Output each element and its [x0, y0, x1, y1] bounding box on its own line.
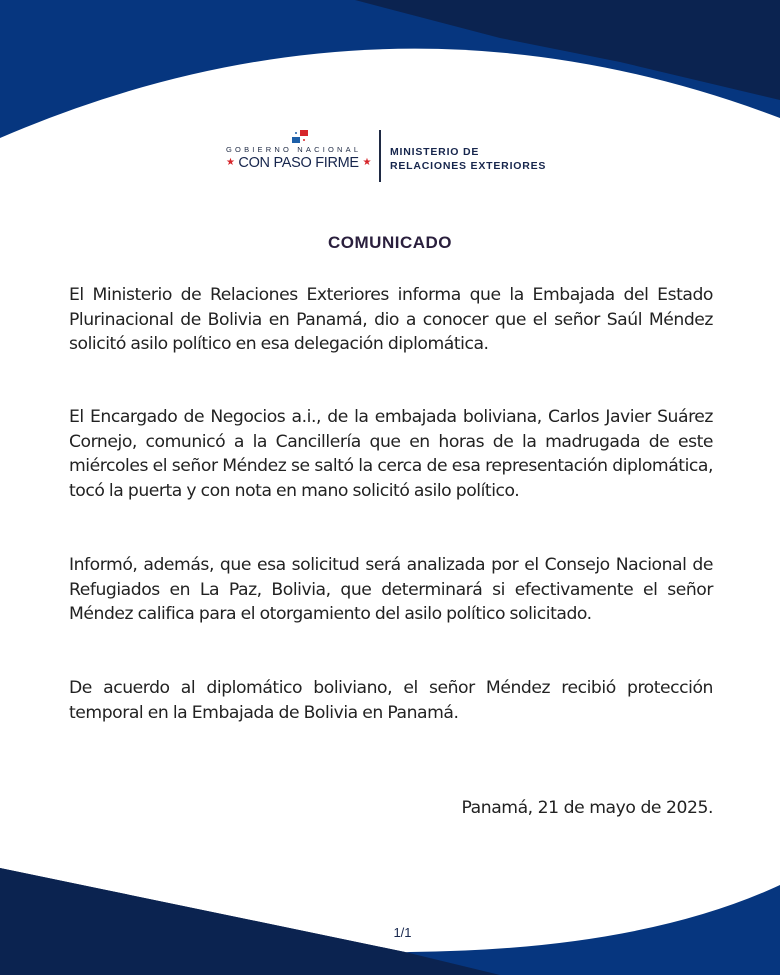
panama-flag-icon [289, 130, 309, 144]
star-icon: ★ [226, 157, 235, 168]
con-paso-firme-text: ★ CON PASO FIRME ★ [226, 155, 372, 171]
gobierno-logo [226, 128, 372, 184]
logo-divider [379, 130, 381, 182]
paragraph-2: El Encargado de Negocios a.i., de la embajada boliviana, Carlos Javier Suárez Cornejo, comunicó a la Cancillería que en horas de la madrugada de este miércoles el señor Méndez se saltó la cerca de esa representación diplomática, tocó la puerta y con nota en mano solicitó asilo político. [69, 407, 713, 501]
paragraph-3: Informó, además, que esa solicitud será analizada por el Consejo Nacional de Refugiados en La Paz, Bolivia, que determinará si efectivamente el señor Méndez califica para el otorgamiento del asilo político solicitado. [69, 555, 713, 625]
paragraph-4: De acuerdo al diplomático boliviano, el señor Méndez recibió protección temporal en la Embajada de Bolivia en Panamá. [69, 678, 713, 723]
page-number: 1/1 [393, 925, 412, 940]
star-icon: ★ [362, 157, 372, 168]
document-title: COMUNICADO [328, 233, 452, 252]
ministerio-logo: MINISTERIO DE RELACIONES EXTERIORES [390, 146, 547, 172]
paragraph-1: El Ministerio de Relaciones Exteriores informa que la Embajada del Estado Plurinacional de Bolivia en Panamá, dio a conocer que el señor Saúl Méndez solicitó asilo político en esa delegación diplomática. [69, 285, 713, 355]
gobierno-nacional-text: GOBIERNO NACIONAL [226, 145, 362, 154]
document-date: Panamá, 21 de mayo de 2025. [461, 798, 713, 818]
header-logo [0, 128, 780, 184]
